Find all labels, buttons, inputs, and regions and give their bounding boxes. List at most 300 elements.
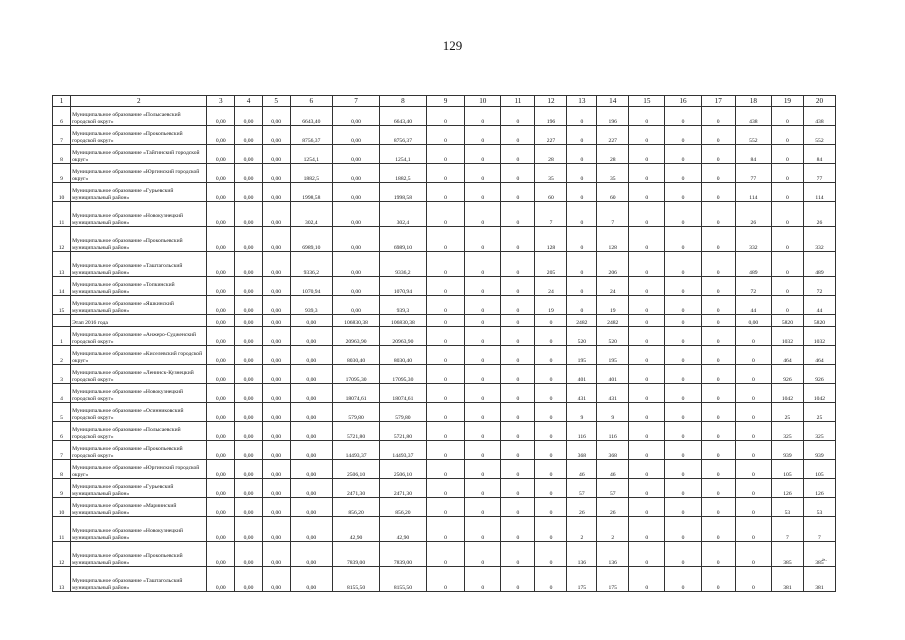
- value-cell: 0: [501, 126, 535, 145]
- value-cell: 0,00: [235, 517, 263, 542]
- value-cell: 196: [597, 107, 629, 126]
- municipality-name-cell: Муниципальное образование «Киселевский городской округ»: [71, 346, 207, 365]
- value-cell: 136: [567, 542, 597, 567]
- value-cell: 0: [426, 346, 464, 365]
- value-cell: 0,00: [333, 145, 380, 164]
- value-cell: 0: [501, 441, 535, 460]
- row-number-cell: 12: [53, 227, 71, 252]
- value-cell: 0: [735, 517, 771, 542]
- value-cell: 0: [735, 441, 771, 460]
- value-cell: 0: [701, 517, 735, 542]
- table-row: [53, 517, 836, 542]
- value-cell: 84: [735, 145, 771, 164]
- value-cell: 0: [701, 296, 735, 315]
- value-cell: 0: [629, 145, 665, 164]
- municipality-name-cell: Муниципальное образование «Анжеро-Судженский городской округ»: [71, 327, 207, 346]
- value-cell: 0: [735, 460, 771, 479]
- value-cell: 116: [567, 422, 597, 441]
- value-cell: 195: [597, 346, 629, 365]
- value-cell: 0,00: [207, 126, 235, 145]
- value-cell: 19: [597, 296, 629, 315]
- value-cell: 19: [535, 296, 567, 315]
- value-cell: 0,00: [262, 567, 290, 592]
- value-cell: 0,00: [207, 517, 235, 542]
- value-cell: 128: [597, 227, 629, 252]
- value-cell: 35: [535, 164, 567, 183]
- value-cell: 0,00: [262, 145, 290, 164]
- value-cell: 0,00: [290, 315, 333, 327]
- column-number-cell: 6: [290, 96, 333, 107]
- value-cell: 0: [465, 277, 501, 296]
- value-cell: 0: [465, 126, 501, 145]
- value-cell: 332: [735, 227, 771, 252]
- value-cell: 105: [803, 460, 835, 479]
- value-cell: 0: [701, 227, 735, 252]
- table-row: [53, 296, 836, 315]
- value-cell: 0: [701, 346, 735, 365]
- value-cell: 0: [426, 277, 464, 296]
- table-row: [53, 277, 836, 296]
- value-cell: 0: [735, 403, 771, 422]
- value-cell: 0: [701, 327, 735, 346]
- value-cell: 325: [803, 422, 835, 441]
- value-cell: 0: [535, 517, 567, 542]
- value-cell: 0,00: [262, 252, 290, 277]
- value-cell: 0: [465, 252, 501, 277]
- value-cell: 0,00: [207, 296, 235, 315]
- value-cell: 44: [735, 296, 771, 315]
- value-cell: 520: [597, 327, 629, 346]
- value-cell: 46: [597, 460, 629, 479]
- value-cell: 0: [501, 145, 535, 164]
- value-cell: 136: [597, 542, 629, 567]
- value-cell: 0,00: [262, 202, 290, 227]
- value-cell: 0: [501, 498, 535, 517]
- value-cell: 0: [665, 542, 701, 567]
- value-cell: 0,00: [262, 327, 290, 346]
- value-cell: 0: [629, 365, 665, 384]
- table-row: [53, 145, 836, 164]
- value-cell: 60: [535, 183, 567, 202]
- value-cell: 1032: [771, 327, 803, 346]
- value-cell: 0: [501, 517, 535, 542]
- column-number-cell: 18: [735, 96, 771, 107]
- value-cell: 0: [735, 479, 771, 498]
- value-cell: 0,00: [290, 327, 333, 346]
- value-cell: 0: [465, 365, 501, 384]
- value-cell: 206: [597, 252, 629, 277]
- municipality-name-cell: Этап 2016 года: [71, 315, 207, 327]
- column-number-cell: 15: [629, 96, 665, 107]
- value-cell: 0: [665, 277, 701, 296]
- table-row: [53, 567, 836, 592]
- value-cell: 325: [771, 422, 803, 441]
- value-cell: 53: [771, 498, 803, 517]
- value-cell: 0: [465, 315, 501, 327]
- value-cell: 0,00: [235, 542, 263, 567]
- value-cell: 0,00: [262, 460, 290, 479]
- value-cell: 8030,40: [333, 346, 380, 365]
- value-cell: 0: [665, 107, 701, 126]
- value-cell: 368: [597, 441, 629, 460]
- value-cell: 0: [701, 315, 735, 327]
- municipality-name-cell: Муниципальное образование «Ленинск-Кузнецкий городской округ»: [71, 365, 207, 384]
- value-cell: 0: [567, 227, 597, 252]
- value-cell: 2506,10: [333, 460, 380, 479]
- value-cell: 44: [803, 296, 835, 315]
- value-cell: 1070,94: [379, 277, 426, 296]
- column-number-cell: 13: [567, 96, 597, 107]
- value-cell: 17095,30: [379, 365, 426, 384]
- value-cell: 0: [665, 145, 701, 164]
- value-cell: 0,00: [235, 164, 263, 183]
- value-cell: 24: [535, 277, 567, 296]
- value-cell: 0,00: [207, 183, 235, 202]
- value-cell: 8756,37: [290, 126, 333, 145]
- value-cell: 106830,38: [333, 315, 380, 327]
- value-cell: 0: [567, 202, 597, 227]
- closing-quote-mark: ».: [822, 556, 827, 563]
- value-cell: 0,00: [290, 403, 333, 422]
- value-cell: 0,00: [235, 145, 263, 164]
- value-cell: 385: [771, 542, 803, 567]
- value-cell: 0: [501, 227, 535, 252]
- column-number-cell: 12: [535, 96, 567, 107]
- value-cell: 0: [567, 183, 597, 202]
- table-row: [53, 107, 836, 126]
- value-cell: 0,00: [290, 479, 333, 498]
- value-cell: 0: [535, 315, 567, 327]
- value-cell: 0,00: [290, 422, 333, 441]
- value-cell: 0,00: [290, 542, 333, 567]
- value-cell: 0: [629, 183, 665, 202]
- value-cell: 0: [665, 252, 701, 277]
- value-cell: 0: [701, 183, 735, 202]
- municipality-name-cell: Муниципальное образование «Прокопьевский городской округ»: [71, 441, 207, 460]
- row-number-cell: 9: [53, 479, 71, 498]
- column-number-cell: 20: [803, 96, 835, 107]
- value-cell: 0: [426, 365, 464, 384]
- value-cell: 0: [701, 277, 735, 296]
- value-cell: 464: [771, 346, 803, 365]
- value-cell: 1254,1: [290, 145, 333, 164]
- value-cell: 0,00: [333, 126, 380, 145]
- value-cell: 0: [665, 479, 701, 498]
- value-cell: 0: [771, 164, 803, 183]
- municipality-name-cell: Муниципальное образование «Полысаевский городской округ»: [71, 422, 207, 441]
- municipality-name-cell: Муниципальное образование «Мариинский муниципальный район»: [71, 498, 207, 517]
- value-cell: 0,00: [235, 479, 263, 498]
- value-cell: 0: [465, 517, 501, 542]
- value-cell: 126: [771, 479, 803, 498]
- row-number-cell: [53, 315, 71, 327]
- value-cell: 0: [629, 384, 665, 403]
- table-header-row: [53, 96, 836, 107]
- value-cell: 0: [426, 422, 464, 441]
- value-cell: 0,00: [290, 346, 333, 365]
- value-cell: 0: [465, 164, 501, 183]
- value-cell: 0,00: [333, 252, 380, 277]
- value-cell: 0: [535, 346, 567, 365]
- value-cell: 9336,2: [379, 252, 426, 277]
- value-cell: 1070,94: [290, 277, 333, 296]
- value-cell: 0: [665, 403, 701, 422]
- value-cell: 0: [426, 542, 464, 567]
- table-row: [53, 384, 836, 403]
- municipality-name-cell: Муниципальное образование «Таштагольский муниципальный район»: [71, 567, 207, 592]
- table-row: [53, 441, 836, 460]
- value-cell: 175: [567, 567, 597, 592]
- value-cell: 0: [629, 227, 665, 252]
- value-cell: 7: [803, 517, 835, 542]
- value-cell: 0,00: [333, 183, 380, 202]
- value-cell: 0: [567, 126, 597, 145]
- value-cell: 53: [803, 498, 835, 517]
- value-cell: 0: [629, 498, 665, 517]
- value-cell: 0: [535, 327, 567, 346]
- value-cell: 20963,90: [379, 327, 426, 346]
- table-row: [53, 126, 836, 145]
- value-cell: 0: [665, 441, 701, 460]
- row-number-cell: 15: [53, 296, 71, 315]
- value-cell: 0: [426, 202, 464, 227]
- value-cell: 0,00: [235, 498, 263, 517]
- value-cell: 175: [597, 567, 629, 592]
- value-cell: 5721,80: [333, 422, 380, 441]
- value-cell: 0,00: [333, 202, 380, 227]
- value-cell: 0,00: [262, 183, 290, 202]
- value-cell: 856,20: [333, 498, 380, 517]
- value-cell: 105: [771, 460, 803, 479]
- column-number-cell: 11: [501, 96, 535, 107]
- municipality-name-cell: Муниципальное образование «Прокопьевский муниципальный район»: [71, 227, 207, 252]
- column-number-cell: 4: [235, 96, 263, 107]
- data-table: [52, 95, 836, 592]
- value-cell: 0,00: [207, 422, 235, 441]
- municipality-name-cell: Муниципальное образование «Новокузнецкий муниципальный район»: [71, 202, 207, 227]
- value-cell: 17095,30: [333, 365, 380, 384]
- value-cell: 0: [501, 202, 535, 227]
- value-cell: 0: [735, 327, 771, 346]
- value-cell: 6643,40: [290, 107, 333, 126]
- value-cell: 0: [426, 164, 464, 183]
- value-cell: 35: [597, 164, 629, 183]
- value-cell: 0,00: [207, 498, 235, 517]
- value-cell: 0: [567, 252, 597, 277]
- value-cell: 18074,61: [379, 384, 426, 403]
- value-cell: 0: [465, 296, 501, 315]
- value-cell: 0,00: [333, 296, 380, 315]
- value-cell: 0: [665, 365, 701, 384]
- value-cell: 0: [665, 460, 701, 479]
- value-cell: 0,00: [290, 365, 333, 384]
- value-cell: 0: [665, 164, 701, 183]
- value-cell: 0: [701, 567, 735, 592]
- column-number-cell: 9: [426, 96, 464, 107]
- value-cell: 438: [803, 107, 835, 126]
- table-row: [53, 202, 836, 227]
- value-cell: 1042: [803, 384, 835, 403]
- value-cell: 0,00: [262, 227, 290, 252]
- value-cell: 0: [426, 403, 464, 422]
- table-row: [53, 498, 836, 517]
- value-cell: 0: [665, 567, 701, 592]
- value-cell: 114: [803, 183, 835, 202]
- value-cell: 926: [803, 365, 835, 384]
- value-cell: 0: [465, 403, 501, 422]
- value-cell: 1882,5: [290, 164, 333, 183]
- value-cell: 0: [535, 403, 567, 422]
- row-number-cell: 6: [53, 107, 71, 126]
- value-cell: 0,00: [235, 441, 263, 460]
- value-cell: 0: [465, 202, 501, 227]
- value-cell: 0,00: [207, 327, 235, 346]
- value-cell: 0: [701, 542, 735, 567]
- value-cell: 0: [701, 145, 735, 164]
- value-cell: 0: [665, 346, 701, 365]
- value-cell: 2: [567, 517, 597, 542]
- column-number-cell: 7: [333, 96, 380, 107]
- value-cell: 0,00: [262, 542, 290, 567]
- row-number-cell: 1: [53, 327, 71, 346]
- value-cell: 0,00: [235, 252, 263, 277]
- value-cell: 18074,61: [333, 384, 380, 403]
- value-cell: 7: [535, 202, 567, 227]
- value-cell: 0: [426, 315, 464, 327]
- value-cell: 0: [465, 498, 501, 517]
- value-cell: 0: [535, 479, 567, 498]
- municipality-name-cell: Муниципальное образование «Юргинский городской округ»: [71, 460, 207, 479]
- table-row: [53, 346, 836, 365]
- value-cell: 0: [535, 498, 567, 517]
- value-cell: 0: [701, 460, 735, 479]
- table-row: [53, 164, 836, 183]
- value-cell: 57: [567, 479, 597, 498]
- value-cell: 0: [567, 277, 597, 296]
- value-cell: 0,00: [262, 296, 290, 315]
- value-cell: 0: [771, 202, 803, 227]
- value-cell: 6643,40: [379, 107, 426, 126]
- value-cell: 0: [735, 542, 771, 567]
- value-cell: 0: [426, 107, 464, 126]
- value-cell: 2506,10: [379, 460, 426, 479]
- value-cell: 0,00: [207, 403, 235, 422]
- value-cell: 0: [426, 567, 464, 592]
- column-number-cell: 8: [379, 96, 426, 107]
- table-row: [53, 422, 836, 441]
- value-cell: 1254,1: [379, 145, 426, 164]
- value-cell: 116: [597, 422, 629, 441]
- value-cell: 0: [465, 479, 501, 498]
- value-cell: 0: [629, 315, 665, 327]
- value-cell: 0: [735, 346, 771, 365]
- value-cell: 0: [426, 145, 464, 164]
- table-row: [53, 183, 836, 202]
- value-cell: 0: [629, 202, 665, 227]
- value-cell: 431: [597, 384, 629, 403]
- table-row: [53, 403, 836, 422]
- value-cell: 0: [501, 460, 535, 479]
- value-cell: 0: [567, 107, 597, 126]
- value-cell: 489: [803, 252, 835, 277]
- value-cell: 0,00: [235, 460, 263, 479]
- value-cell: 196: [535, 107, 567, 126]
- value-cell: 0: [426, 327, 464, 346]
- table-row: [53, 327, 836, 346]
- value-cell: 0: [629, 164, 665, 183]
- value-cell: 0: [665, 517, 701, 542]
- value-cell: 57: [597, 479, 629, 498]
- table-row: [53, 460, 836, 479]
- value-cell: 1882,5: [379, 164, 426, 183]
- value-cell: 0: [735, 422, 771, 441]
- row-number-cell: 11: [53, 202, 71, 227]
- value-cell: 939: [803, 441, 835, 460]
- value-cell: 0: [701, 384, 735, 403]
- municipality-name-cell: Муниципальное образование «Новокузнецкий муниципальный район»: [71, 517, 207, 542]
- value-cell: 0,00: [262, 384, 290, 403]
- value-cell: 0: [701, 164, 735, 183]
- value-cell: 0,00: [207, 460, 235, 479]
- value-cell: 0: [426, 126, 464, 145]
- row-number-cell: 2: [53, 346, 71, 365]
- value-cell: 14493,37: [379, 441, 426, 460]
- table-body: [53, 96, 836, 592]
- value-cell: 0,00: [207, 277, 235, 296]
- value-cell: 401: [567, 365, 597, 384]
- value-cell: 0: [535, 384, 567, 403]
- value-cell: 0,00: [207, 441, 235, 460]
- value-cell: 0: [535, 567, 567, 592]
- value-cell: 0: [665, 498, 701, 517]
- municipality-name-cell: Муниципальное образование «Осинниковский городской округ»: [71, 403, 207, 422]
- value-cell: 2482: [597, 315, 629, 327]
- value-cell: 0: [629, 422, 665, 441]
- value-cell: 0,00: [207, 384, 235, 403]
- value-cell: 579,80: [379, 403, 426, 422]
- value-cell: 381: [771, 567, 803, 592]
- value-cell: 0: [501, 567, 535, 592]
- value-cell: 6989,10: [290, 227, 333, 252]
- column-number-cell: 16: [665, 96, 701, 107]
- value-cell: 0,00: [235, 202, 263, 227]
- value-cell: 0: [426, 183, 464, 202]
- value-cell: 0: [501, 479, 535, 498]
- value-cell: 368: [567, 441, 597, 460]
- row-number-cell: 13: [53, 567, 71, 592]
- value-cell: 126: [803, 479, 835, 498]
- value-cell: 84: [803, 145, 835, 164]
- value-cell: 0,00: [207, 365, 235, 384]
- value-cell: 0: [465, 327, 501, 346]
- value-cell: 0,00: [333, 107, 380, 126]
- municipality-name-cell: Муниципальное образование «Тайгинский городской округ»: [71, 145, 207, 164]
- value-cell: 0,00: [262, 164, 290, 183]
- value-cell: 302,4: [379, 202, 426, 227]
- value-cell: 0: [501, 315, 535, 327]
- value-cell: 0,00: [235, 384, 263, 403]
- value-cell: 227: [535, 126, 567, 145]
- value-cell: 8155,50: [333, 567, 380, 592]
- value-cell: 0,00: [235, 422, 263, 441]
- value-cell: 106830,38: [379, 315, 426, 327]
- column-number-cell: 2: [71, 96, 207, 107]
- value-cell: 0,00: [333, 164, 380, 183]
- value-cell: 0,00: [207, 107, 235, 126]
- value-cell: 0,00: [290, 441, 333, 460]
- table-row: [53, 227, 836, 252]
- value-cell: 0: [771, 107, 803, 126]
